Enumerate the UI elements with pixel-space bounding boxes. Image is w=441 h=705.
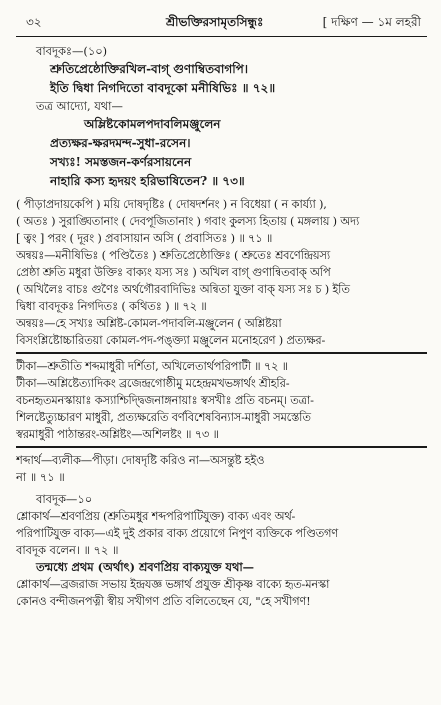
shlokartha-line: শ্লোকার্থ—ব্রজরাজ সভায় ইন্দ্রযজ্ঞ ভঙ্গার্থ প্রযুক্ত শ্রীকৃষ্ণ বাক্যে হৃত-মনস্কা — [16, 577, 330, 591]
running-header — [16, 10, 427, 32]
text-line: ( পীড়াপ্রদায়কেপি ) ময়ি দোষদৃষ্টিঃ ( দোষদর্শনং ) ন বিধেয়া ( ন কার্য্যা ), — [16, 197, 327, 211]
tika-line: টীকা—শ্রুতীতি শব্দমাধুরী দর্শিতা, অখিলেতার্থপরিপাটী ॥ ৭২ ॥ — [16, 359, 288, 373]
text-line: তত্র আদ্যো, যথা— — [36, 99, 123, 113]
text-line: বাবদূক বলেন। ॥ ৭২ ॥ — [16, 543, 119, 557]
text-line: স্বরমাধুরী পাঠান্তরং-অশ্লিষ্টং—অশিলষ্টং ॥ ৭৩ ॥ — [16, 427, 219, 441]
text-line: বিসংশ্লিষ্টোচ্চারিতয়া কোমল-পদ-পঙ্ক্ত্যা মঞ্জুলেন মনোহরেণ ) প্রত্যক্ষর- — [16, 333, 326, 347]
tika-line: টীকা—অশ্লিষ্টেত্যাদিকং ব্রজেন্দ্রগোষ্ঠীমু মহেন্দ্রমখভঙ্গার্থং শ্রীহরি- — [16, 376, 290, 390]
text-line: ( অতঃ ) সুরাঙ্ঘিতানাং ( দেবপূজিতানাং ) গবাং কুলস্য হিতায় ( মঙ্গলায় ) অদ্য — [16, 214, 360, 228]
text-line: প্রেষ্ঠা শ্রুতি মধুরা উক্তিঃ বাক্যং যস্য সঃ ) অখিল বাগ্ গুণান্বিতবাক্ অপি — [16, 265, 331, 279]
text-line: [ ত্বং ] পরং ( দূরং ) প্রবাসায়ান অসি ( প্রবাসিতঃ ) ॥ ৭১ ॥ — [16, 231, 273, 245]
anvaya-line: অন্বয়ঃ—হে সখ্যঃ অশ্লিষ্ট-কোমল-পদাবলি-মঞ্জুলেন ( অশ্লিষ্টয়া — [16, 316, 282, 330]
text-line: কোনও বন্দীজনপত্নী স্বীয় সখীগণ প্রতি বলিতেছেন যে, "হে সখীগণ! — [16, 594, 311, 608]
verse-line: ইতি দ্বিধা নিগদিতো বাবদূকো মনীষিভিঃ ॥ ৭২॥ — [50, 81, 276, 95]
text-line: বচনহৃতমনস্কায়াঃ কস্যাশ্চিদ্দ্বিজনাঙ্গনায়াঃ স্বসখীঃ প্রতি বচনম্। তত্রা- — [16, 393, 314, 407]
verse-line: সখ্যঃ! সমস্তজন-কর্ণরসায়নেন — [50, 155, 192, 169]
chapter-label: [ দক্ষিণ — ১ম লহরী — [322, 15, 421, 29]
text-line: শিলষ্টেত্যুচ্চারণ মাধুরী, প্রত্যক্ষরেতি বর্ণবিশেষবিন্যাস-মাধুরী সমস্তেতি — [16, 410, 311, 424]
text-line: দ্বিধা বাবদূকঃ নিগদিতঃ ( কথিতঃ ) ॥ ৭২ ॥ — [16, 299, 207, 313]
shabdartha-line: শব্দার্থ—ব্যলীক—পীড়া। দোষদৃষ্টি করিও না—অসন্তুষ্ট হইও — [16, 453, 265, 467]
verse-line: নাহারি কস্য হৃদয়ং হরিভাষিতেন? ॥ ৭৩॥ — [50, 174, 245, 188]
shlokartha-line: শ্লোকার্থ—শ্রবণপ্রিয় (শ্রুতিমধুর শব্দপরিপাটিযুক্ত) বাক্য এবং অর্থ- — [16, 509, 296, 523]
section-rule — [16, 446, 427, 448]
text-line: ( অখিলৈঃ বাচঃ গুণৈঃ অর্থগৌরবাদিভিঃ অন্বিতা যুক্তা বাক্ যস্য সঃ চ ) ইতি — [16, 282, 350, 296]
section-rule — [16, 352, 427, 354]
header-rule — [16, 36, 427, 37]
text-line: না ॥ ৭১ ॥ — [16, 470, 65, 484]
verse-line: অম্লিষ্টকোমলপদাবলিমঞ্জুলেন — [84, 117, 221, 131]
running-title: শ্রীভক্তিরসামৃতসিন্ধুঃ — [166, 15, 264, 29]
verse-line: শ্রুতিপ্রেষ্ঠোক্তিরখিল-বাগ্ গুণাম্বিতবাগপি। — [50, 62, 249, 76]
text-line: পরিপাটিযুক্ত বাক্য—এই দুই প্রকার বাক্য প্রয়োগে নিপুণ ব্যক্তিকে পণ্ডিতগণ — [16, 526, 338, 540]
subheading: তন্মধ্যে প্রথম (অর্থাৎ) শ্রবণপ্রিয় বাক্যযুক্ত যথা— — [36, 560, 255, 574]
page-number: ৩২ — [26, 15, 42, 29]
verse-line: প্রত্যক্ষর-ক্ষরদমন্দ-সুধা-রসেন। — [50, 136, 191, 150]
section-heading: বাবদূকঃ—(১০) — [36, 44, 108, 58]
section-heading: বাবদূক—১০ — [36, 492, 93, 506]
anvaya-line: অন্বয়ঃ—মনীষিভিঃ ( পণ্ডিতৈঃ ) শ্রুতিপ্রেষ্ঠোক্তিঃ ( শ্রুতেঃ শ্রবণেন্দ্রিয়স্য — [16, 248, 330, 262]
